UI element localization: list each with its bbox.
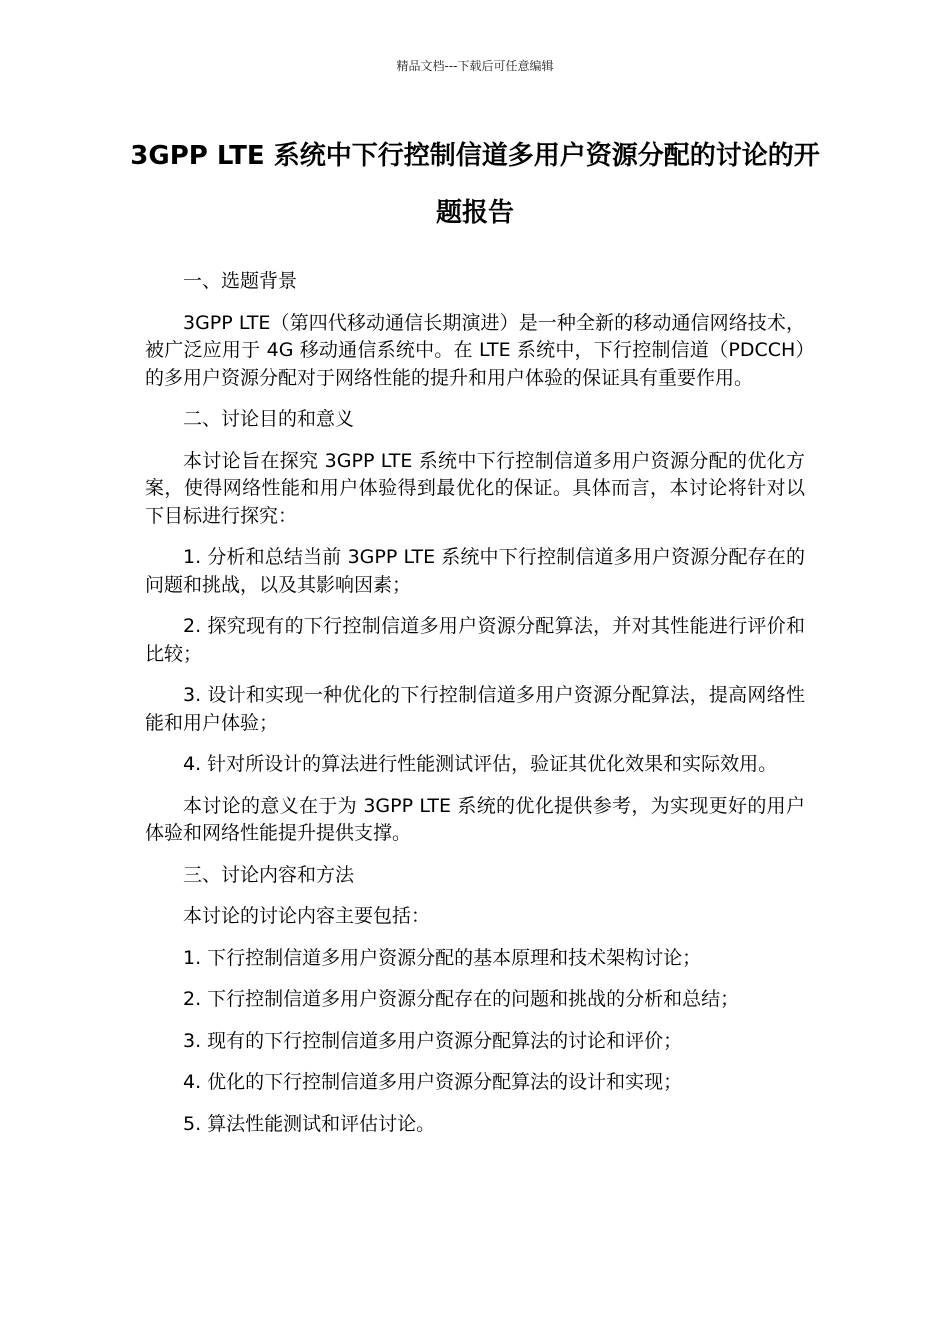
section-heading-purpose: 二、讨论目的和意义	[183, 408, 355, 430]
header-note: 精品文档---下载后可任意编辑	[396, 59, 554, 73]
content-item-5: 5. 算法性能测试和评估讨论。	[183, 1112, 436, 1135]
section-heading-background: 一、选题背景	[183, 270, 298, 292]
paragraph-significance: 本讨论的意义在于为 3GPP LTE 系统的优化提供参考，为实现更好的用户体验和网络性能提升提供支撑。	[145, 794, 805, 844]
paragraph-purpose: 本讨论旨在探究 3GPP LTE 系统中下行控制信道多用户资源分配的优化方案，使得网络性能和用户体验得到最优化的保证。具体而言，本讨论将针对以下目标进行探究：	[145, 449, 805, 527]
paragraph-content-intro: 本讨论的讨论内容主要包括：	[183, 905, 431, 927]
section-heading-content: 三、讨论内容和方法	[183, 863, 355, 886]
goal-item-1: 1. 分析和总结当前 3GPP LTE 系统中下行控制信道多用户资源分配存在的问题和挑战，以及其影响因素；	[145, 546, 805, 596]
content-item-3: 3. 现有的下行控制信道多用户资源分配算法的讨论和评价；	[183, 1029, 683, 1052]
content-item-2: 2. 下行控制信道多用户资源分配存在的问题和挑战的分析和总结；	[183, 988, 740, 1010]
goal-item-4: 4. 针对所设计的算法进行性能测试评估，验证其优化效果和实际效用。	[183, 753, 778, 775]
document-title: 3GPP LTE 系统中下行控制信道多用户资源分配的讨论的开题报告	[130, 141, 820, 228]
document-body	[145, 268, 805, 1152]
goal-item-2: 2. 探究现有的下行控制信道多用户资源分配算法，并对其性能进行评价和比较；	[145, 615, 805, 665]
goal-item-3: 3. 设计和实现一种优化的下行控制信道多用户资源分配算法，提高网络性能和用户体验；	[145, 684, 805, 734]
content-item-1: 1. 下行控制信道多用户资源分配的基本原理和技术架构讨论；	[183, 946, 702, 969]
content-item-4: 4. 优化的下行控制信道多用户资源分配算法的设计和实现；	[183, 1071, 683, 1093]
paragraph-background: 3GPP LTE（第四代移动通信长期演进）是一种全新的移动通信网络技术，被广泛应用于 4G 移动通信系统中。在 LTE 系统中，下行控制信道（PDCCH）的多用户资源分配对于网络性能的提升和用户体验的保证具有重要作用。	[145, 311, 805, 389]
